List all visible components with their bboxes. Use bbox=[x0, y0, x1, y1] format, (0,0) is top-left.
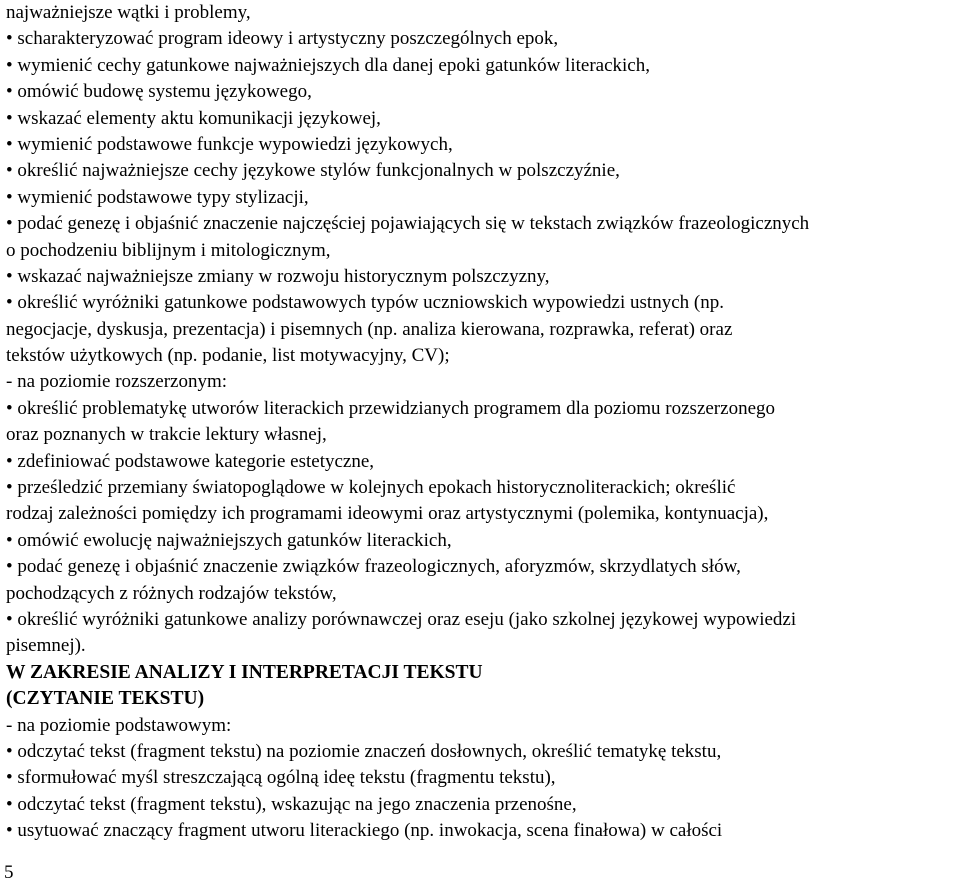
bullet-item: • określić wyróżniki gatunkowe analizy porównawczej oraz eseju (jako szkolnej językowej wypowiedzi bbox=[6, 608, 797, 630]
section-subheading: - na poziomie rozszerzonym: bbox=[6, 371, 228, 393]
section-subheading: - na poziomie podstawowym: bbox=[6, 714, 232, 736]
bullet-item: • wymienić podstawowe typy stylizacji, bbox=[6, 186, 309, 208]
bullet-item: • omówić ewolucję najważniejszych gatunków literackich, bbox=[6, 529, 452, 551]
bullet-item: • wymienić cechy gatunkowe najważniejszych dla danej epoki gatunków literackich, bbox=[6, 54, 650, 76]
text-line: najważniejsze wątki i problemy, bbox=[6, 2, 251, 23]
bullet-item: • wskazać elementy aktu komunikacji językowej, bbox=[6, 107, 381, 129]
bullet-item: • prześledzić przemiany światopoglądowe w kolejnych epokach historycznoliterackich; określić bbox=[6, 477, 736, 499]
text-line: pochodzących z różnych rodzajów tekstów, bbox=[6, 582, 337, 604]
document-body bbox=[6, 0, 956, 845]
section-heading: W ZAKRESIE ANALIZY I INTERPRETACJI TEKSTU bbox=[6, 661, 483, 683]
bullet-item: • podać genezę i objaśnić znaczenie najczęściej pojawiających się w tekstach związków frazeologicznych bbox=[6, 213, 810, 235]
bullet-item: • odczytać tekst (fragment tekstu) na poziomie znaczeń dosłownych, określić tematykę tekstu, bbox=[6, 740, 722, 762]
bullet-item: • usytuować znaczący fragment utworu literackiego (np. inwokacja, scena finałowa) w całości bbox=[6, 820, 723, 842]
text-line: tekstów użytkowych (np. podanie, list motywacyjny, CV); bbox=[6, 345, 450, 367]
bullet-item: • określić wyróżniki gatunkowe podstawowych typów uczniowskich wypowiedzi ustnych (np. bbox=[6, 292, 724, 314]
text-line: rodzaj zależności pomiędzy ich programami ideowymi oraz artystycznymi (polemika, kontynuacja), bbox=[6, 503, 769, 525]
text-line: oraz poznanych w trakcie lektury własnej, bbox=[6, 424, 327, 446]
bullet-item: • wymienić podstawowe funkcje wypowiedzi językowych, bbox=[6, 133, 453, 155]
page-number: 5 bbox=[4, 862, 14, 883]
section-heading: (CZYTANIE TEKSTU) bbox=[6, 688, 205, 710]
bullet-item: • podać genezę i objaśnić znaczenie związków frazeologicznych, aforyzmów, skrzydlatych słów, bbox=[6, 556, 741, 578]
bullet-item: • określić najważniejsze cechy językowe stylów funkcjonalnych w polszczyźnie, bbox=[6, 160, 620, 182]
text-line: negocjacje, dyskusja, prezentacja) i pisemnych (np. analiza kierowana, rozprawka, referat) oraz bbox=[6, 318, 733, 340]
bullet-item: • scharakteryzować program ideowy i artystyczny poszczególnych epok, bbox=[6, 28, 559, 50]
bullet-item: • odczytać tekst (fragment tekstu), wskazując na jego znaczenia przenośne, bbox=[6, 793, 577, 815]
bullet-item: • wskazać najważniejsze zmiany w rozwoju historycznym polszczyzny, bbox=[6, 265, 550, 287]
bullet-item: • sformułować myśl streszczającą ogólną ideę tekstu (fragmentu tekstu), bbox=[6, 767, 556, 789]
text-line: pisemnej). bbox=[6, 635, 86, 657]
bullet-item: • zdefiniować podstawowe kategorie estetyczne, bbox=[6, 450, 375, 472]
text-line: o pochodzeniu biblijnym i mitologicznym, bbox=[6, 239, 331, 261]
bullet-item: • określić problematykę utworów literackich przewidzianych programem dla poziomu rozszerzonego bbox=[6, 397, 775, 419]
bullet-item: • omówić budowę systemu językowego, bbox=[6, 81, 312, 103]
